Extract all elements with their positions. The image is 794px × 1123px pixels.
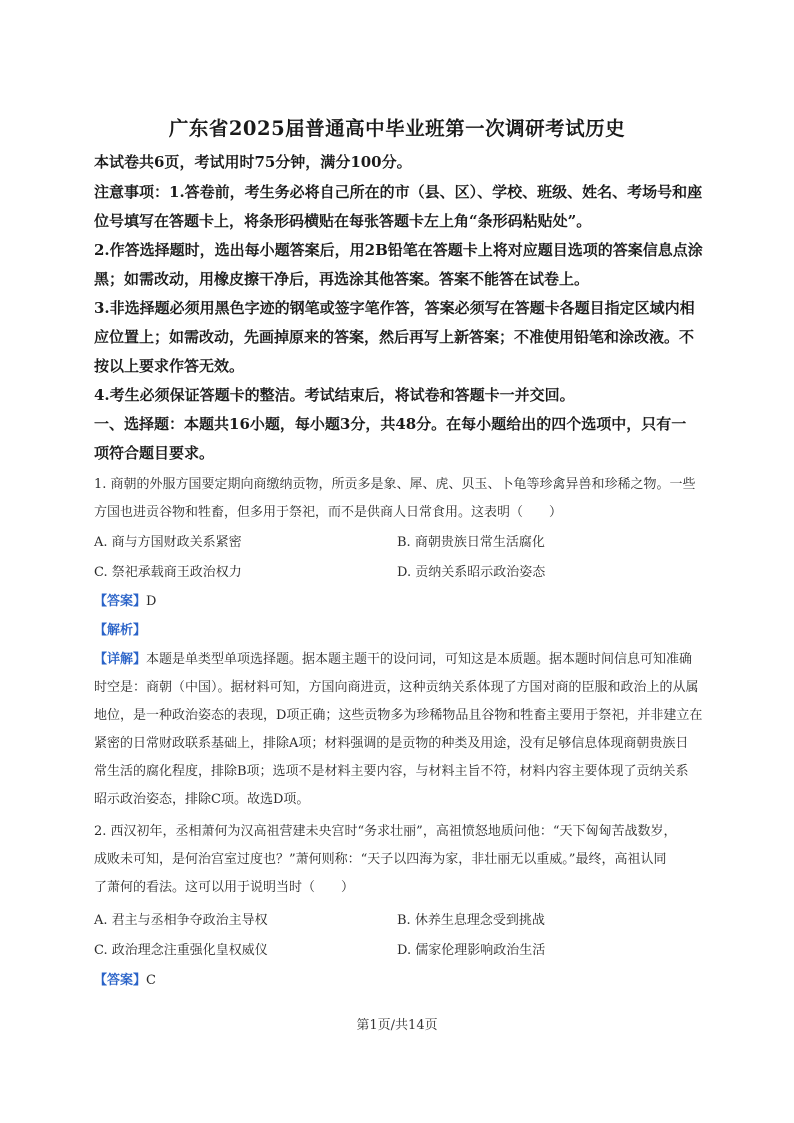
question-1-detail: 昭示政治姿态，排除C项。故选D项。 xyxy=(94,792,310,807)
question-1-option-c: C. 祭祀承载商王政治权力 xyxy=(94,565,242,580)
notice-line: 黑；如需改动，用橡皮擦干净后，再选涂其他答案。答案不能答在试卷上。 xyxy=(94,270,590,288)
question-1-detail: 地位，是一种政治姿态的表现，D项正确；这些贡物多为珍稀物品且谷物和牲畜主要用于祭祀，并非建立在 xyxy=(94,708,703,723)
question-1-analysis xyxy=(94,619,146,638)
page-number: 第1页/共14页 xyxy=(356,1018,438,1033)
section-heading: 项符合题目要求。 xyxy=(94,444,215,462)
question-1-detail: 时空是：商朝（中国）。据材料可知，方国向商进贡，这种贡纳关系体现了方国对商的臣服和政治上的从属 xyxy=(94,680,699,695)
question-1-option-d: D. 贡纳关系昭示政治姿态 xyxy=(397,565,546,580)
question-2-stem: 2. 西汉初年，丞相萧何为汉高祖营建未央宫时“务求壮丽”，高祖愤怒地质问他：“天下匈匈苦战数岁， xyxy=(94,824,677,839)
answer-value: C xyxy=(146,973,156,988)
answer-value: D xyxy=(146,594,157,609)
section-heading: 一、选择题：本题共16小题，每小题3分，共48分。在每小题给出的四个选项中，只有一 xyxy=(94,415,687,433)
question-1-detail: 紧密的日常财政联系基础上，排除A项；材料强调的是贡物的种类及用途，没有足够信息体现商朝贵族日 xyxy=(94,736,689,751)
question-1-stem: 方国也进贡谷物和牲畜，但多用于祭祀，而不是供商人日常食用。这表明（ ） xyxy=(94,505,563,520)
exam-title: 广东省2025届普通高中毕业班第一次调研考试历史 xyxy=(168,117,626,140)
question-2-option-a: A. 君主与丞相争夺政治主导权 xyxy=(94,913,268,928)
question-1-detail xyxy=(94,648,692,667)
question-2-stem: 了萧何的看法。这可以用于说明当时（ ） xyxy=(94,880,355,895)
notice-line: 4.考生必须保证答题卡的整洁。考试结束后，将试卷和答题卡一并交回。 xyxy=(94,386,575,404)
notice-line: 按以上要求作答无效。 xyxy=(94,357,245,375)
notice-line: 2.作答选择题时，选出每小题答案后，用2B铅笔在答题卡上将对应题目选项的答案信息点涂 xyxy=(94,241,703,259)
analysis-tag: 【解析】 xyxy=(94,623,147,638)
notice-line: 3.非选择题必须用黑色字迹的钢笔或签字笔作答，答案必须写在答题卡各题目指定区域内相 xyxy=(94,299,695,317)
question-1-detail: 常生活的腐化程度，排除B项；选项不是材料主要内容，与材料主旨不符，材料内容主要体现了贡纳关系 xyxy=(94,764,689,779)
question-2-option-b: B. 休养生息理念受到挑战 xyxy=(397,913,545,928)
question-2-option-c: C. 政治理念注重强化皇权威仪 xyxy=(94,943,268,958)
question-1-answer xyxy=(94,590,156,609)
detail-text: 本题是单类型单项选择题。据本题主题干的设问词，可知这是本质题。据本题时间信息可知准确 xyxy=(146,652,693,667)
answer-tag: 【答案】 xyxy=(94,973,147,988)
question-2-answer xyxy=(94,969,156,988)
question-2-option-d: D. 儒家伦理影响政治生活 xyxy=(397,943,546,958)
question-1-option-b: B. 商朝贵族日常生活腐化 xyxy=(397,535,545,550)
notice-line: 位号填写在答题卡上，将条形码横贴在每张答题卡左上角“条形码粘贴处”。 xyxy=(94,212,592,230)
answer-tag: 【答案】 xyxy=(94,594,147,609)
notice-line: 应位置上；如需改动，先画掉原来的答案，然后再写上新答案；不准使用铅笔和涂改液。不 xyxy=(94,328,695,346)
notice-line: 注意事项：1.答卷前，考生务必将自己所在的市（县、区）、学校、班级、姓名、考场号和座 xyxy=(94,183,703,201)
question-1-stem: 1. 商朝的外服方国要定期向商缴纳贡物，所贡多是象、犀、虎、贝玉、卜龟等珍禽异兽和珍稀之物。一些 xyxy=(94,477,696,492)
exam-info-line: 本试卷共6页，考试用时75分钟，满分100分。 xyxy=(94,153,412,171)
question-2-stem: 成败未可知，是何治宫室过度也？”萧何则称：“天子以四海为家，非壮丽无以重威。”最终，高祖认同 xyxy=(94,852,667,867)
detail-tag: 【详解】 xyxy=(94,652,147,667)
question-1-option-a: A. 商与方国财政关系紧密 xyxy=(94,535,242,550)
